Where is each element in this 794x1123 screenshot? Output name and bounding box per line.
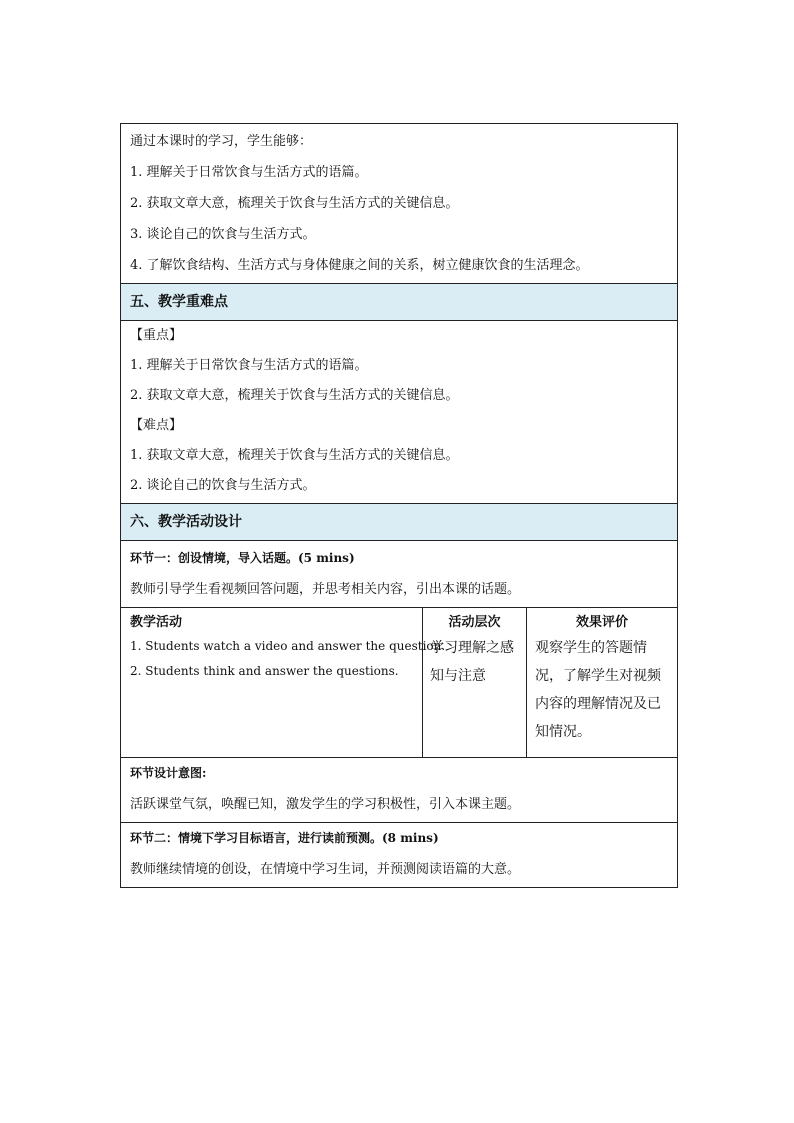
level-column: [423, 608, 527, 757]
key-label: 【重点】: [130, 328, 183, 343]
intent-title: 环节设计意图:: [130, 766, 207, 780]
objective-item: 4. 了解饮食结构、生活方式与身体健康之间的关系，树立健康饮食的生活理念。: [130, 258, 589, 273]
difficult-label: 【难点】: [130, 418, 183, 433]
key-item: 1. 理解关于日常饮食与生活方式的语篇。: [130, 358, 368, 373]
section6-title: 六、教学活动设计: [120, 504, 678, 541]
objectives-intro: 通过本课时的学习，学生能够：: [130, 134, 313, 149]
intent-desc: 活跃课堂气氛，唤醒已知，激发学生的学习积极性，引入本课主题。: [130, 797, 521, 812]
level-header: 活动层次: [448, 615, 501, 630]
step2-section: [120, 823, 678, 888]
intent-section: [120, 758, 678, 823]
objective-item: 2. 获取文章大意，梳理关于饮食与生活方式的关键信息。: [130, 196, 459, 211]
level-text: 学习理解之感知与注意: [430, 640, 514, 684]
activity-table: [120, 608, 678, 758]
lesson-plan: [120, 123, 678, 888]
step1-title: 环节一：创设情境，导入话题。(5 mins): [130, 551, 355, 565]
step2-title: 环节二：情境下学习目标语言，进行读前预测。(8 mins): [130, 831, 439, 845]
step1-section: [120, 541, 678, 608]
evaluation-column: [527, 608, 677, 757]
key-item: 2. 获取文章大意，梳理关于饮食与生活方式的关键信息。: [130, 388, 459, 403]
objectives-section: [120, 123, 678, 284]
evaluation-text: 观察学生的答题情况，了解学生对视频内容的理解情况及已知情况。: [535, 640, 661, 740]
key-difficult-section: [120, 321, 678, 504]
difficult-item: 2. 谈论自己的饮食与生活方式。: [130, 478, 316, 493]
activity-item: 2. Students think and answer the questions.: [130, 664, 399, 678]
difficult-item: 1. 获取文章大意，梳理关于饮食与生活方式的关键信息。: [130, 448, 459, 463]
evaluation-header: 效果评价: [575, 615, 628, 630]
section5-title: 五、教学重难点: [120, 284, 678, 321]
step1-desc: 教师引导学生看视频回答问题，并思考相关内容，引出本课的话题。: [130, 582, 521, 597]
activity-item: 1. Students watch a video and answer the question.: [130, 639, 446, 653]
step2-desc: 教师继续情境的创设，在情境中学习生词，并预测阅读语篇的大意。: [130, 862, 521, 877]
objective-item: 3. 谈论自己的饮食与生活方式。: [130, 227, 316, 242]
objective-item: 1. 理解关于日常饮食与生活方式的语篇。: [130, 165, 368, 180]
activity-column: [121, 608, 446, 757]
activity-header: 教学活动: [130, 615, 183, 630]
